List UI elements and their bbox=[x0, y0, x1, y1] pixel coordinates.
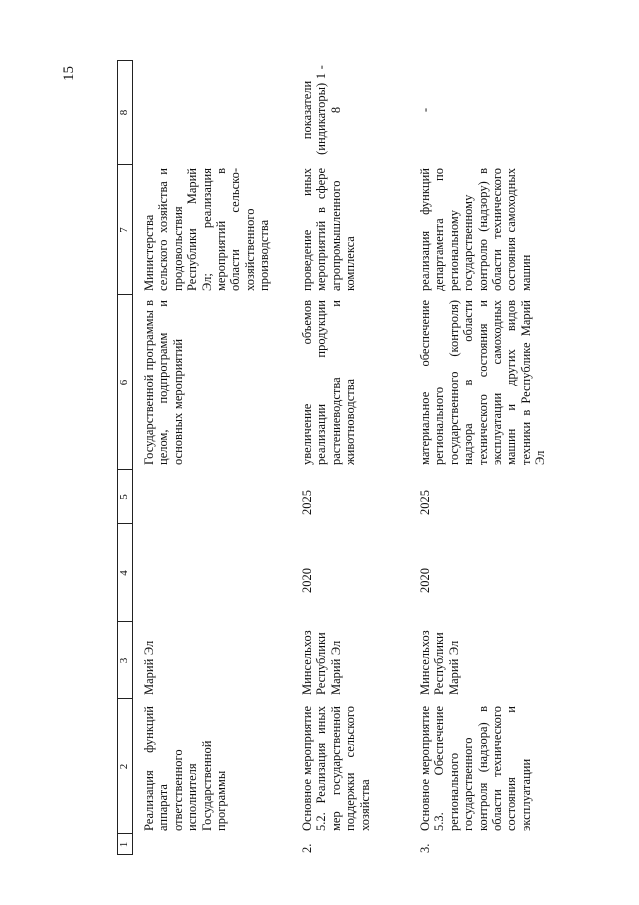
row3-result: материальное обеспечение регионального государственного (контроля) надзора в области технического состояния и эксплуатации самоходных машин и других видов техники в Республике Марий Эл bbox=[418, 300, 548, 465]
col-header-2: 2 bbox=[118, 763, 130, 770]
row2-start: 2020 bbox=[300, 568, 314, 593]
row1-consequence: Министерства сельского хозяйства и продовольствия Республики Марий Эл; реализация мероприятий в области сельско-хозяйственного производства bbox=[142, 168, 272, 291]
col-divider bbox=[117, 833, 132, 834]
col-header-6: 6 bbox=[118, 379, 130, 386]
row2-consequence: проведение иных мероприятий в сфере агропромышленного комплекса bbox=[300, 168, 358, 291]
row3-num: 3. bbox=[418, 843, 432, 853]
row1-name: Реализация функций аппарата ответственного исполнителя Государственной программы bbox=[142, 706, 229, 831]
col-header-5: 5 bbox=[118, 494, 130, 500]
col-divider bbox=[117, 164, 132, 165]
header-bottom-line bbox=[132, 60, 133, 855]
row2-end: 2025 bbox=[300, 490, 314, 515]
col-header-3: 3 bbox=[118, 657, 130, 664]
col-divider bbox=[117, 854, 132, 855]
row3-end: 2025 bbox=[418, 490, 432, 515]
header-top-line bbox=[117, 60, 118, 855]
row2-link: показатели (индикаторы) 1 - 8 bbox=[300, 65, 343, 155]
table bbox=[117, 60, 639, 855]
col-header-1: 1 bbox=[118, 841, 130, 848]
row2-executor: Минсельхоз Республики Марий Эл bbox=[300, 630, 343, 695]
col-divider bbox=[117, 523, 132, 524]
page-number: 15 bbox=[61, 66, 77, 81]
row1-result: Государственной программы в целом, подпрограмм и основных мероприятий bbox=[142, 300, 185, 465]
col-header-4: 4 bbox=[118, 570, 130, 576]
row1-executor: Марий Эл bbox=[142, 640, 156, 695]
row2-num: 2. bbox=[300, 843, 314, 853]
col-divider bbox=[117, 621, 132, 622]
col-header-7: 7 bbox=[118, 227, 130, 233]
col-divider bbox=[117, 698, 132, 699]
row3-start: 2020 bbox=[418, 568, 432, 593]
col-header-8: 8 bbox=[118, 109, 130, 116]
row3-link: - bbox=[418, 107, 432, 113]
row3-consequence: реализация функций департамента по региональному государственному контролю (надзору) в области технического состояния самоходных машин bbox=[418, 168, 533, 291]
row3-executor: Минсельхоз Республики Марий Эл bbox=[418, 630, 461, 695]
col-divider bbox=[117, 469, 132, 470]
col-divider bbox=[117, 294, 132, 295]
col-divider bbox=[117, 60, 132, 61]
row2-name: Основное мероприятие 5.2. Реализация иных мер государственной поддержки сельского хозяйства bbox=[300, 706, 372, 831]
row2-result: увеличение объемов реализации продукции растениеводства и животноводства bbox=[300, 300, 358, 465]
row3-name: Основное мероприятие 5.3. Обеспечение регионального государственного контроля (надзора) в области технического состояния и эксплуатации bbox=[418, 706, 533, 831]
